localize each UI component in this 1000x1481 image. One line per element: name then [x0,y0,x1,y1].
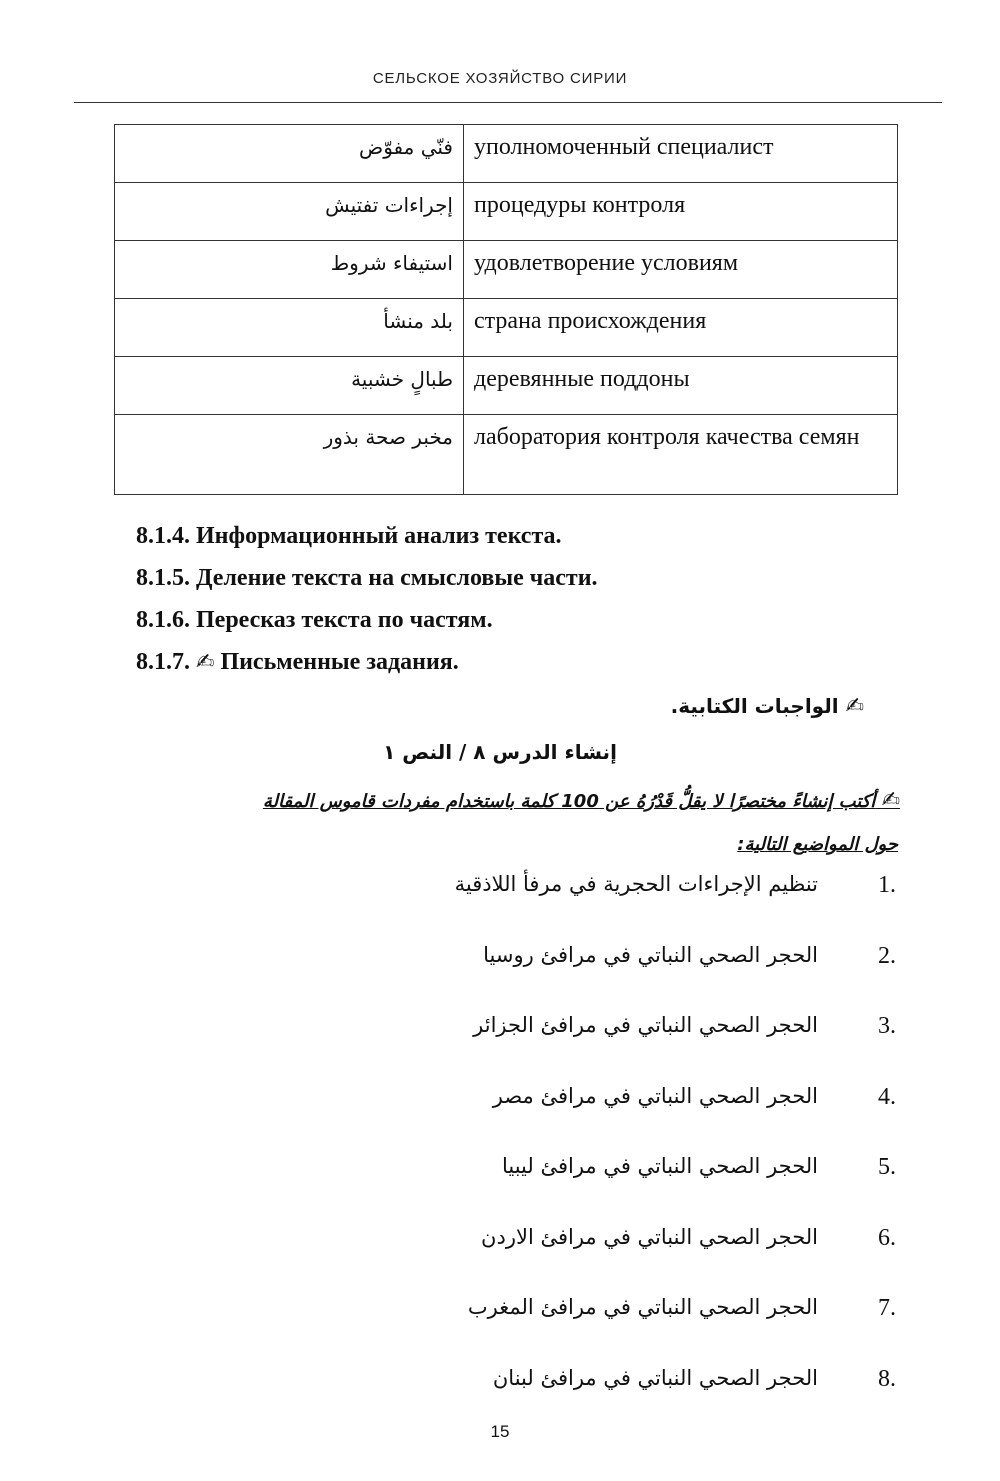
section-list [136,520,598,688]
task-instruction-continued: حول المواضيع التالية: [737,834,898,855]
writing-tasks-heading [671,694,864,719]
russian-term: процедуры контроля [464,183,898,241]
section-number: 8.1.5. [136,565,190,591]
item-text: الحجر الصحي النباتي في مرافئ الجزائر [473,1013,818,1037]
list-item [336,1154,896,1225]
pen-icon: ✍ [845,694,864,719]
item-number: .6 [878,1224,896,1251]
list-item [336,1295,896,1366]
section-heading [136,646,598,688]
running-title: СЕЛЬСКОЕ ХОЗЯЙСТВО СИРИИ [372,70,628,87]
item-text: الحجر الصحي النباتي في مرافئ ليبيا [501,1154,818,1178]
topic-list [336,872,896,1436]
table-row [115,299,898,357]
table-row [115,241,898,299]
item-number: .3 [878,1013,896,1039]
pen-icon: ✍ [881,788,900,813]
vocabulary-table [114,124,898,495]
item-number: .4 [878,1083,896,1110]
list-item [336,943,896,1014]
item-text: الحجر الصحي النباتي في مرافئ مصر [492,1083,818,1108]
section-heading [136,520,598,562]
item-text: الحجر الصحي النباتي في مرافئ روسيا [483,942,818,967]
table-row [115,183,898,241]
table-row [115,125,898,183]
task-instruction [100,788,900,813]
russian-term: уполномоченный специалист [464,125,898,183]
item-number: .1 [878,872,896,898]
item-number: .8 [878,1365,896,1392]
pen-icon: ✍ [196,650,215,675]
item-text: الحجر الصحي النباتي في مرافئ الاردن [481,1224,818,1249]
section-title: Письменные задания. [220,649,459,675]
item-number: .7 [878,1295,896,1321]
section-heading [136,604,598,646]
arabic-term: بلد منشأ [115,299,464,357]
list-item [336,1013,896,1084]
section-number: 8.1.6. [136,607,190,633]
item-text: تنظيم الإجراءات الحجرية في مرفأ اللاذقية [454,872,818,896]
table-row [115,415,898,495]
russian-term: деревянные поддоны [464,357,898,415]
russian-term: лаборатория контроля качества семян [464,415,898,495]
list-item [336,1084,896,1155]
list-item [336,1225,896,1296]
item-number: .5 [878,1154,896,1180]
section-number: 8.1.4. [136,523,190,549]
header-divider [74,102,942,103]
arabic-term: مخبر صحة بذور [115,415,464,495]
arabic-term: استيفاء شروط [115,241,464,299]
russian-term: удовлетворение условиям [464,241,898,299]
item-text: الحجر الصحي النباتي في مرافئ لبنان [492,1365,818,1390]
section-heading [136,562,598,604]
arabic-term: فنّي مفوّض [115,125,464,183]
item-number: .2 [878,942,896,969]
item-text: الحجر الصحي النباتي في مرافئ المغرب [467,1295,818,1319]
russian-term: страна происхождения [464,299,898,357]
table-row [115,357,898,415]
heading-text: الواجبات الكتابية. [670,694,839,718]
arabic-term: إجراءات تفتيش [115,183,464,241]
section-number: 8.1.7. [136,649,190,675]
page-number: 15 [490,1422,510,1441]
section-title: Пересказ текста по частям. [196,607,493,633]
lesson-subtitle: إنشاء الدرس ٨ / النص ١ [383,740,617,764]
section-title: Информационный анализ текста. [196,523,562,549]
task-text: أكتب إنشاءً مختصرًا لا يقلُّ قَدْرُهُ عن 100 كلمة باستخدام مفردات قاموس المقالة [262,791,876,812]
arabic-term: طبالٍ خشبية [115,357,464,415]
list-item [336,872,896,943]
section-title: Деление текста на смысловые части. [196,565,598,591]
